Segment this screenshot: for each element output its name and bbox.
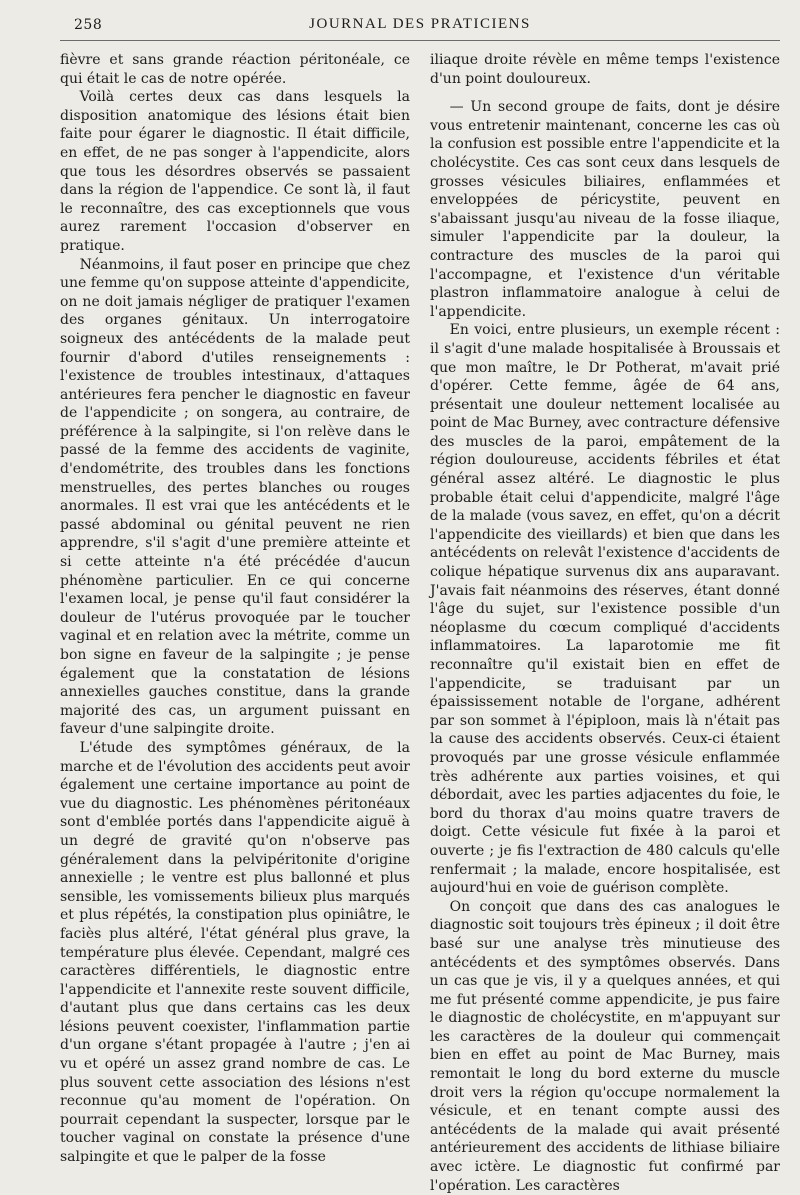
paragraph: iliaque droite révèle en même temps l'existence d'un point douloureux. <box>430 52 780 87</box>
paragraph: On conçoit que dans des cas analogues le diagnostic soit toujours très épineux ; il doit être basé sur une analyse très minutieuse des antécédents et des symptômes observés. Dans un cas que je vis, il y a quelques années, et qui me fut présenté comme appendicite, je pus faire le diagnostic de cholécystite, en m'appuyant sur les caractères de la douleur qui commençait bien en effet au point de Mac Burney, mais remontait le long du bord externe du muscle droit vers la région qu'occupe normalement la vésicule, et en tenant compte aussi des antécédents de la malade qui avait présenté antérieurement des accidents de lithiase biliaire avec ictère. Le diagnostic fut confirmé par l'opération. Les caractères <box>430 898 780 1194</box>
paragraph: Néanmoins, il faut poser en principe que chez une femme qu'on suppose atteinte d'appendicite, on ne doit jamais négliger de pratiquer l'examen des organes génitaux. Un interrogatoire soigneux des antécédents de la malade peut fournir d'abord d'utiles renseignements : l'existence de troubles intestinaux, d'attaques antérieures fera pencher le diagnostic en faveur de l'appendicite ; on songera, au contraire, de préférence à la salpingite, si l'on relève dans le passé de la femme des accidents de vaginite, d'endométrite, des troubles dans les fonctions menstruelles, des pertes blanches ou rouges anormales. Il est vrai que les antécédents et le passé abdominal ou génital peuvent ne rien apprendre, s'il s'agit d'une première atteinte et si cette atteinte n'a été précédée d'aucun phénomène particulier. En ce qui concerne l'examen local, je pense qu'il faut considérer la douleur de l'utérus provoquée par le toucher vaginal et en relation avec la métrite, comme un bon signe en faveur de la salpingite ; je pense également que la constatation de lésions annexielles gauches constitue, dans la grande majorité des cas, un argument puissant en faveur d'une salpingite droite. <box>60 256 410 738</box>
page-number: 258 <box>74 17 103 33</box>
page-header <box>60 14 780 41</box>
paragraph: En voici, entre plusieurs, un exemple récent : il s'agit d'une malade hospitalisée à Broussais et que mon maître, le Dr Potherat, m'avait prié d'opérer. Cette femme, âgée de 64 ans, présentait une douleur nettement localisée au point de Mac Burney, avec contracture défensive des muscles de la paroi, empâtement de la région douloureuse, accidents fébriles et état général assez altéré. Le diagnostic le plus probable était celui d'appendicite, malgré l'âge de la malade (vous savez, en effet, qu'on a décrit l'appendicite des vieillards) et bien que dans les antécédents on relevât l'existence d'accidents de colique hépatique survenus dix ans auparavant. J'avais fait néanmoins des réserves, étant donné l'âge du sujet, sur l'existence possible d'un néoplasme du cœcum compliqué d'accidents inflammatoires. La laparotomie me fit reconnaître qu'il existait bien en effet de l'appendicite, se traduisant par un épaississement notable de l'organe, adhérent par son sommet à l'épiploon, mais là n'était pas la cause des accidents observés. Ceux-ci étaient provoqués par une grosse vésicule enflammée très adhérente aux parties voisines, et qui débordait, avec les parties adjacentes du foie, le bord du thorax d'au moins quatre travers de doigt. Cette vésicule fut fixée à la paroi et ouverte ; je fis l'extraction de 480 calculs qu'elle renfermait ; la malade, encore hospitalisée, est aujourd'hui en voie de guérison complète. <box>430 322 780 897</box>
paragraph: fièvre et sans grande réaction péritonéale, ce qui était le cas de notre opérée. <box>60 52 410 87</box>
left-column <box>60 51 410 1195</box>
paragraph: — Un second groupe de faits, dont je désire vous entretenir maintenant, concerne les cas où la confusion est possible entre l'appendicite et la cholécystite. Ces cas sont ceux dans lesquels de grosses vésicules biliaires, enflammées et enveloppées de péricystite, peuvent en s'abaissant jusqu'au niveau de la fosse iliaque, simuler l'appendicite par la douleur, la contracture des muscles de la paroi qui l'accompagne, et l'existence d'un véritable plastron inflammatoire analogue à celui de l'appendicite. <box>430 99 780 320</box>
text-columns <box>60 51 780 1195</box>
paragraph: L'étude des symptômes généraux, de la marche et de l'évolution des accidents peut avoir également une certaine importance au point de vue du diagnostic. Les phénomènes péritonéaux sont d'emblée portés dans l'appendicite aiguë à un degré de gravité qu'on n'observe pas généralement dans la pelvipéritonite d'origine annexielle ; le ventre est plus ballonné et plus sensible, les vomissements bilieux plus marqués et plus répétés, la constipation plus opiniâtre, le faciès plus altéré, l'état général plus grave, la température plus élevée. Cependant, malgré ces caractères différentiels, le diagnostic entre l'appendicite et l'annexite reste souvent difficile, d'autant plus que dans certains cas les deux lésions peuvent coexister, l'inflammation partie d'un organe s'étant propagée à l'autre ; j'en ai vu et opéré un assez grand nombre de cas. Le plus souvent cette association des lésions n'est reconnue qu'au moment de l'opération. On pourrait cependant la suspecter, lorsque par le toucher vaginal on constate la présence d'une salpingite et que le palper de la fosse <box>60 739 410 1166</box>
paragraph: Voilà certes deux cas dans lesquels la disposition anatomique des lésions était bien faite pour égarer le diagnostic. Il était difficile, en effet, de ne pas songer à l'appendicite, alors que tous les désordres observés se passaient dans la région de l'appendice. Ce sont là, il faut le reconnaître, des cas exceptionnels que vous aurez rarement l'occasion d'observer en pratique. <box>60 89 410 254</box>
journal-title: JOURNAL DES PRATICIENS <box>309 16 531 32</box>
right-column <box>430 51 780 1195</box>
